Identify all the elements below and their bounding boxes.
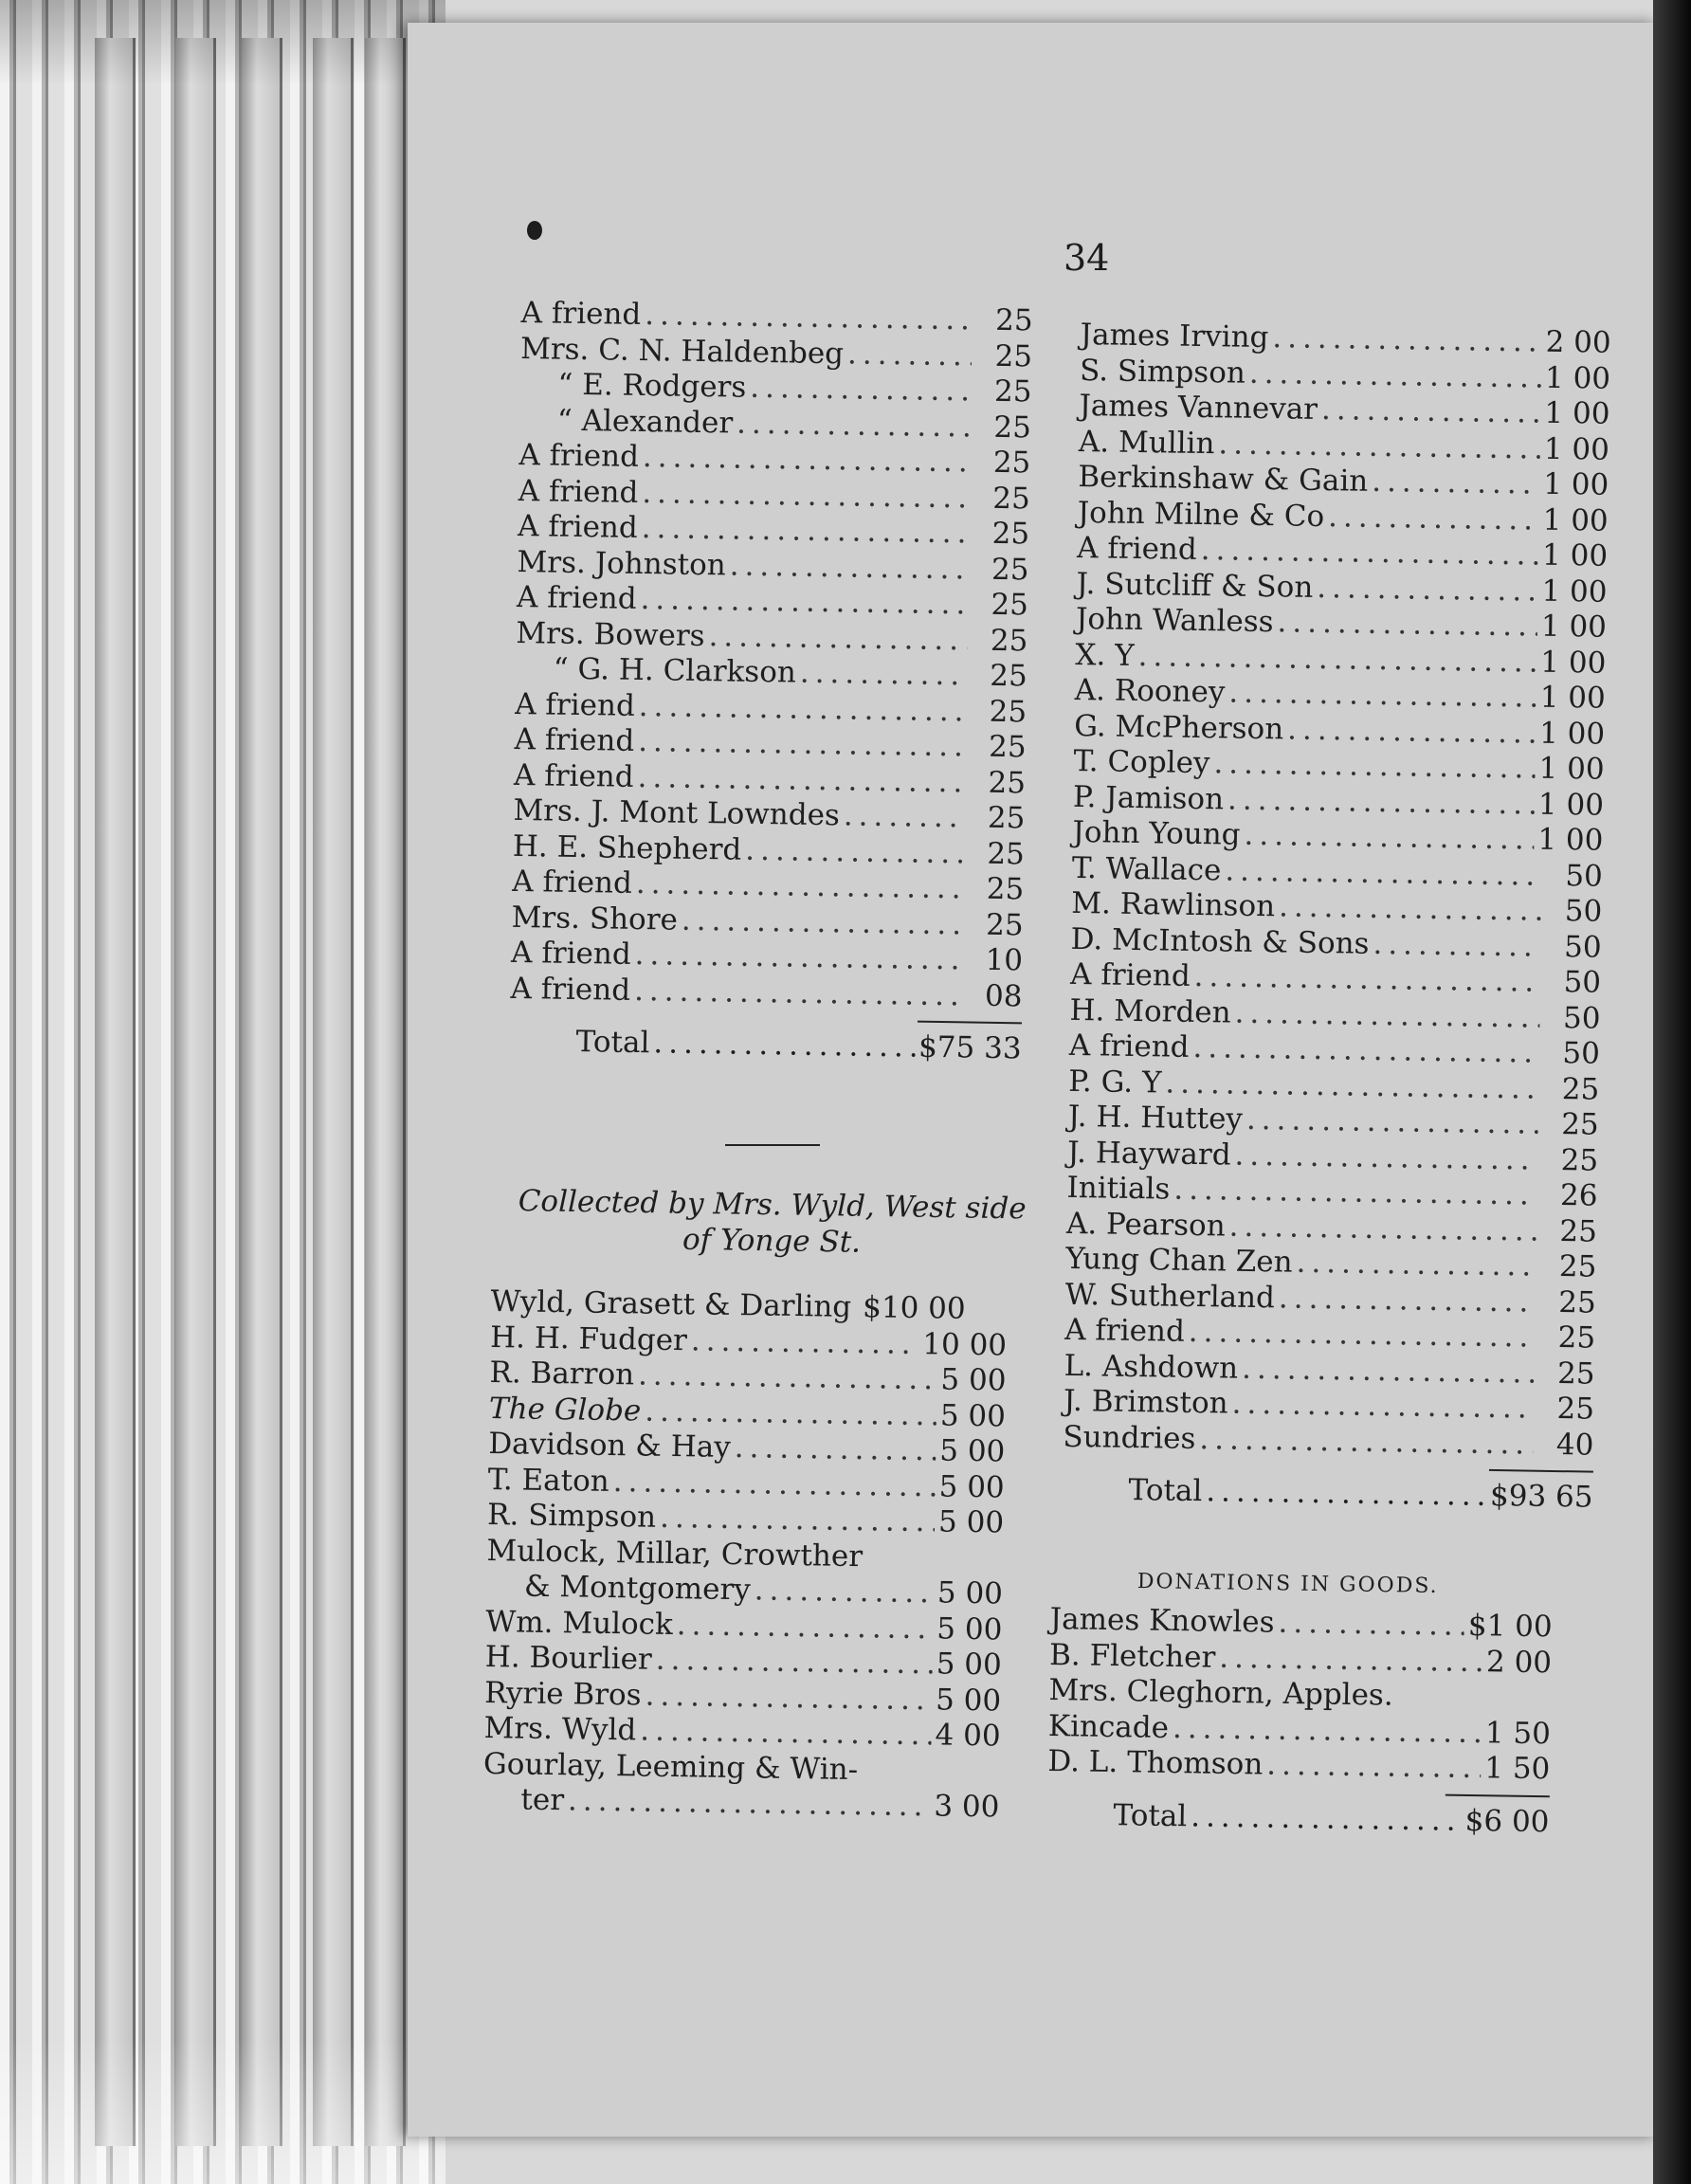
donor-name: A friend bbox=[510, 935, 631, 972]
donor-name: James Irving bbox=[1080, 318, 1269, 355]
donor-amount: 1 00 bbox=[1538, 716, 1606, 752]
donor-amount: 1 00 bbox=[1543, 431, 1610, 467]
donor-name: Wm. Mulock bbox=[485, 1604, 674, 1642]
donor-name: Kincade bbox=[1047, 1708, 1170, 1745]
leader-dots bbox=[638, 724, 966, 765]
donor-name: Mrs. Johnston bbox=[517, 544, 727, 582]
donor-amount: 50 bbox=[1565, 858, 1604, 894]
donor-name: H. Bourlier bbox=[484, 1639, 653, 1677]
leader-dots bbox=[637, 759, 965, 800]
donor-name: Mrs. C. N. Haldenbeg bbox=[519, 331, 845, 371]
leader-dots bbox=[568, 1783, 931, 1825]
leader-dots bbox=[639, 689, 967, 730]
donor-list-right bbox=[1062, 318, 1611, 1519]
donor-amount: 5 00 bbox=[936, 1647, 1003, 1683]
donor-amount: 1 00 bbox=[1540, 609, 1608, 645]
donor-name: A friend bbox=[513, 757, 634, 794]
donor-amount: 26 bbox=[1559, 1178, 1598, 1213]
donor-amount: 25 bbox=[994, 302, 1033, 338]
wrapped-donor-line1: Gourlay, Leeming & Win- bbox=[482, 1746, 859, 1787]
leader-dots bbox=[1321, 392, 1541, 431]
leader-dots bbox=[1277, 605, 1537, 645]
donor-amount: 25 bbox=[1558, 1284, 1597, 1320]
donor-name: Initials bbox=[1066, 1170, 1171, 1207]
donor-amount: 5 00 bbox=[939, 1397, 1007, 1434]
donor-list-left bbox=[509, 296, 1033, 1069]
leader-dots bbox=[612, 1465, 935, 1505]
donor-name: D. McIntosh & Sons bbox=[1070, 921, 1370, 961]
leader-dots bbox=[640, 1714, 932, 1754]
leader-dots bbox=[1225, 853, 1542, 894]
leader-dots bbox=[636, 866, 964, 907]
leader-dots bbox=[1193, 959, 1540, 1000]
donor-name: A friend bbox=[510, 971, 631, 1008]
donor-amount: 1 00 bbox=[1542, 466, 1609, 502]
donor-name: John Milne & Co bbox=[1077, 495, 1325, 534]
donor-amount: 50 bbox=[1562, 1000, 1601, 1036]
leader-dots bbox=[1266, 1748, 1482, 1787]
donor-amount: 2 00 bbox=[1545, 324, 1611, 360]
donor-amount: 25 bbox=[991, 516, 1030, 552]
leader-dots bbox=[1317, 570, 1538, 609]
donor-name: A. Pearson bbox=[1065, 1206, 1227, 1244]
leader-dots bbox=[708, 619, 967, 659]
donor-name: W. Sutherland bbox=[1064, 1277, 1276, 1315]
donor-amount: 25 bbox=[986, 871, 1025, 907]
leader-dots bbox=[750, 371, 972, 410]
page-number: 34 bbox=[1064, 237, 1110, 279]
leader-dots bbox=[1328, 500, 1539, 538]
leader-dots bbox=[736, 406, 971, 445]
donor-amount: 25 bbox=[985, 907, 1024, 942]
donor-amount: 1 00 bbox=[1541, 537, 1609, 573]
leader-dots bbox=[1137, 638, 1536, 680]
donor-name: A. Mullin bbox=[1078, 424, 1215, 461]
donor-name: Yung Chan Zen bbox=[1065, 1241, 1293, 1280]
leader-dots bbox=[645, 1393, 936, 1433]
donor-name: J. Brimston bbox=[1063, 1383, 1228, 1421]
leader-dots bbox=[660, 1501, 936, 1540]
donor-amount: 1 00 bbox=[1537, 822, 1604, 858]
donor-amount: 25 bbox=[992, 445, 1031, 481]
donor-name: X. Y bbox=[1075, 637, 1135, 673]
donor-amount: 1 00 bbox=[1538, 751, 1605, 787]
donor-amount: 10 bbox=[985, 942, 1024, 978]
donor-amount: 08 bbox=[984, 978, 1023, 1013]
leader-dots bbox=[735, 1430, 936, 1469]
donor-name: “ Alexander bbox=[556, 403, 734, 441]
leader-dots bbox=[755, 1573, 935, 1611]
leader-dots bbox=[1199, 1422, 1534, 1463]
donor-amount: 25 bbox=[989, 694, 1027, 729]
donor-name: A friend bbox=[1069, 956, 1191, 993]
donor-amount: 4 00 bbox=[935, 1718, 1001, 1754]
donor-amount: 5 00 bbox=[938, 1433, 1006, 1469]
donor-name: P. G. Y bbox=[1068, 1064, 1162, 1100]
leader-dots bbox=[844, 798, 965, 835]
donor-name: Mrs. Shore bbox=[511, 900, 679, 937]
edge-shadow bbox=[0, 0, 445, 2184]
donor-amount: 25 bbox=[988, 729, 1027, 765]
donor-name: H. Morden bbox=[1069, 992, 1231, 1030]
leader-dots bbox=[1287, 712, 1536, 752]
leader-dots bbox=[800, 656, 967, 694]
donor-amount: 25 bbox=[990, 658, 1028, 694]
scan-background-edge bbox=[1653, 0, 1691, 2184]
leader-dots bbox=[641, 511, 969, 552]
list-item bbox=[482, 1782, 1000, 1833]
leader-dots bbox=[1219, 1640, 1482, 1680]
donor-name: S. Simpson bbox=[1079, 353, 1246, 391]
donor-amount: 3 00 bbox=[934, 1789, 1000, 1825]
leader-dots bbox=[1279, 1281, 1536, 1320]
donor-name: Davidson & Hay bbox=[488, 1426, 732, 1465]
donor-amount: 25 bbox=[1556, 1392, 1595, 1427]
donor-name: A friend bbox=[518, 473, 639, 510]
leader-dots bbox=[1231, 1387, 1534, 1427]
leader-dots bbox=[1242, 1351, 1535, 1391]
leader-dots bbox=[1206, 1474, 1486, 1514]
leader-dots bbox=[655, 1643, 933, 1683]
goods-heading: DONATIONS IN GOODS. bbox=[1136, 1570, 1439, 1598]
donor-amount: 25 bbox=[1558, 1249, 1597, 1284]
donor-name: A friend bbox=[518, 437, 640, 474]
donor-name: John Wanless bbox=[1075, 601, 1274, 640]
leader-dots bbox=[653, 1026, 915, 1065]
leader-dots bbox=[645, 298, 973, 338]
donor-name: “ G. H. Clarkson bbox=[553, 651, 797, 690]
donor-name: R. Simpson bbox=[486, 1497, 657, 1535]
donor-amount: 1 00 bbox=[1537, 787, 1605, 823]
donor-name: A friend bbox=[514, 721, 635, 758]
donor-name: G. McPherson bbox=[1073, 708, 1284, 746]
donor-name: “ E. Rodgers bbox=[557, 367, 747, 405]
donor-name: & Montgomery bbox=[523, 1569, 752, 1608]
leader-dots bbox=[645, 1678, 932, 1718]
donor-name: Berkinshaw & Gain bbox=[1078, 459, 1369, 499]
donor-name: P. Jamison bbox=[1072, 779, 1225, 816]
donor-name: The Globe bbox=[488, 1391, 642, 1429]
total-label: Total bbox=[1128, 1472, 1203, 1509]
donor-name: Sundries bbox=[1063, 1419, 1196, 1456]
total-amount: $6 00 bbox=[1464, 1803, 1550, 1839]
donor-name: T. Eaton bbox=[487, 1462, 610, 1499]
donor-name: D. L. Thomson bbox=[1047, 1743, 1264, 1782]
donor-amount: 5 00 bbox=[935, 1682, 1002, 1719]
donor-amount: 1 00 bbox=[1544, 360, 1611, 396]
leader-dots bbox=[1373, 926, 1541, 964]
donor-name: Mrs. Wyld bbox=[483, 1710, 637, 1748]
donor-name: T. Wallace bbox=[1071, 850, 1222, 887]
leader-dots bbox=[638, 1357, 937, 1397]
donor-name: James Knowles bbox=[1049, 1602, 1275, 1640]
donor-name: T. Copley bbox=[1073, 743, 1210, 781]
donor-name: A friend bbox=[517, 508, 639, 545]
section-separator bbox=[725, 1144, 820, 1146]
goods-list bbox=[1046, 1602, 1553, 1843]
leader-dots bbox=[1173, 1173, 1537, 1214]
donor-amount: 25 bbox=[1561, 1071, 1600, 1107]
collected-heading: Collected by Mrs. Wyld, West side of Yonge St. bbox=[518, 1184, 1027, 1260]
donor-amount: 40 bbox=[1555, 1427, 1594, 1463]
donor-name: A friend bbox=[1068, 1028, 1190, 1065]
ink-dot bbox=[527, 221, 542, 240]
total-amount: $93 65 bbox=[1489, 1478, 1593, 1515]
leader-dots bbox=[643, 440, 971, 481]
leader-dots bbox=[1249, 355, 1542, 395]
donor-name: Mrs. Bowers bbox=[516, 615, 705, 653]
donor-amount: 25 bbox=[991, 552, 1029, 587]
donor-name: A friend bbox=[514, 686, 636, 723]
leader-dots bbox=[1228, 1209, 1536, 1249]
donor-amount: $10 00 bbox=[862, 1290, 966, 1326]
donor-amount: 50 bbox=[1563, 929, 1602, 965]
donor-amount: 10 00 bbox=[922, 1326, 1008, 1363]
leader-dots bbox=[745, 832, 964, 871]
donor-amount: 25 bbox=[994, 338, 1033, 373]
donor-amount: 50 bbox=[1564, 894, 1603, 929]
donor-name: Wyld, Grasett & Darling bbox=[490, 1284, 852, 1324]
donor-amount: 1 50 bbox=[1484, 1715, 1552, 1751]
donor-name: John Young bbox=[1072, 814, 1241, 852]
leader-dots bbox=[1218, 427, 1540, 467]
leader-dots bbox=[1278, 1606, 1464, 1645]
leader-dots bbox=[1272, 320, 1542, 360]
donor-amount: 1 00 bbox=[1541, 573, 1608, 610]
donor-amount: 1 50 bbox=[1483, 1751, 1551, 1787]
donor-name: A friend bbox=[512, 864, 633, 901]
donor-name: ter bbox=[520, 1782, 565, 1818]
leader-dots bbox=[729, 548, 968, 587]
donor-amount: 25 bbox=[1560, 1107, 1599, 1142]
total-label: Total bbox=[1113, 1797, 1188, 1833]
donor-amount: 25 bbox=[991, 481, 1030, 516]
donor-amount: 1 00 bbox=[1540, 645, 1607, 681]
donor-amount: 5 00 bbox=[936, 1611, 1003, 1647]
donor-amount: 5 00 bbox=[936, 1575, 1004, 1611]
donor-name: H. E. Shepherd bbox=[512, 828, 742, 867]
leader-dots bbox=[1228, 676, 1536, 717]
donor-name: A. Rooney bbox=[1074, 672, 1226, 710]
donor-amount: 25 bbox=[988, 765, 1027, 800]
donor-amount: 25 bbox=[993, 373, 1032, 410]
donor-list-wyld bbox=[482, 1284, 1008, 1832]
leader-dots bbox=[1279, 889, 1542, 929]
donor-amount: 1 00 bbox=[1544, 395, 1610, 431]
donor-amount: 25 bbox=[991, 587, 1029, 623]
donor-amount: 25 bbox=[1560, 1142, 1599, 1178]
donor-name: A friend bbox=[520, 296, 642, 332]
leader-dots bbox=[1213, 746, 1536, 787]
donor-amount: 5 00 bbox=[938, 1468, 1005, 1505]
donor-name: Ryrie Bros bbox=[483, 1675, 642, 1713]
donor-name: A friend bbox=[1064, 1312, 1186, 1349]
donor-amount: 25 bbox=[993, 410, 1032, 445]
donor-amount: 25 bbox=[990, 623, 1028, 658]
leader-dots bbox=[1165, 1065, 1538, 1107]
total-amount: $75 33 bbox=[918, 1029, 1022, 1066]
total-row-goods bbox=[1046, 1796, 1550, 1842]
donor-name: R. Barron bbox=[489, 1355, 635, 1392]
leader-dots bbox=[642, 476, 970, 517]
leader-dots bbox=[682, 902, 963, 942]
leader-dots bbox=[847, 337, 973, 374]
donor-name: L. Ashdown bbox=[1064, 1348, 1239, 1386]
donor-name: B. Fletcher bbox=[1048, 1637, 1216, 1675]
donor-amount: 5 00 bbox=[940, 1362, 1007, 1398]
leader-dots bbox=[691, 1323, 919, 1362]
donor-amount: 25 bbox=[987, 800, 1026, 836]
leader-dots bbox=[1173, 1711, 1482, 1752]
donor-amount: $1 00 bbox=[1467, 1608, 1553, 1645]
leader-dots bbox=[634, 937, 962, 978]
leader-dots bbox=[1234, 995, 1539, 1036]
leader-dots bbox=[1246, 1102, 1538, 1142]
leader-dots bbox=[1244, 818, 1534, 858]
donor-amount: 2 00 bbox=[1485, 1644, 1553, 1680]
donor-name: A friend bbox=[516, 579, 637, 616]
donor-amount: 50 bbox=[1562, 1036, 1601, 1071]
total-row-left bbox=[509, 1024, 1022, 1069]
donor-name: J. Hayward bbox=[1066, 1135, 1231, 1173]
donor-name: J. Sutcliff & Son bbox=[1076, 566, 1314, 605]
donor-amount: 25 bbox=[1559, 1213, 1598, 1249]
donor-amount: 1 00 bbox=[1542, 502, 1609, 538]
leader-dots bbox=[634, 973, 962, 1013]
leader-dots bbox=[1189, 1315, 1536, 1356]
wrapped-donor-line1: Mulock, Millar, Crowther bbox=[486, 1533, 864, 1574]
donor-name: James Vannevar bbox=[1079, 388, 1318, 427]
donor-amount: 1 00 bbox=[1539, 680, 1607, 716]
total-label: Total bbox=[575, 1025, 650, 1061]
leader-dots bbox=[640, 582, 968, 623]
donor-name: J. H. Huttey bbox=[1067, 1099, 1244, 1137]
wrapped-donor-line1: Mrs. Cleghorn, Apples. bbox=[1048, 1672, 1394, 1713]
donor-amount: 25 bbox=[987, 836, 1026, 871]
donor-amount: 25 bbox=[1556, 1356, 1595, 1392]
donor-amount: 25 bbox=[1557, 1320, 1596, 1356]
leader-dots bbox=[1191, 1799, 1462, 1839]
leader-dots bbox=[1192, 1030, 1539, 1071]
leader-dots bbox=[1372, 464, 1540, 502]
donor-amount: 5 00 bbox=[937, 1504, 1005, 1540]
donor-amount: 50 bbox=[1563, 965, 1602, 1000]
donor-name: Mrs. J. Mont Lowndes bbox=[513, 792, 841, 833]
leader-dots bbox=[676, 1608, 933, 1647]
leader-dots bbox=[1234, 1138, 1537, 1178]
donor-name: H. H. Fudger bbox=[489, 1320, 688, 1357]
leader-dots bbox=[1296, 1246, 1536, 1284]
leader-dots bbox=[1227, 782, 1535, 823]
donor-name: M. Rawlinson bbox=[1071, 885, 1276, 924]
donor-name: A friend bbox=[1076, 530, 1198, 567]
leader-dots bbox=[1200, 533, 1538, 573]
